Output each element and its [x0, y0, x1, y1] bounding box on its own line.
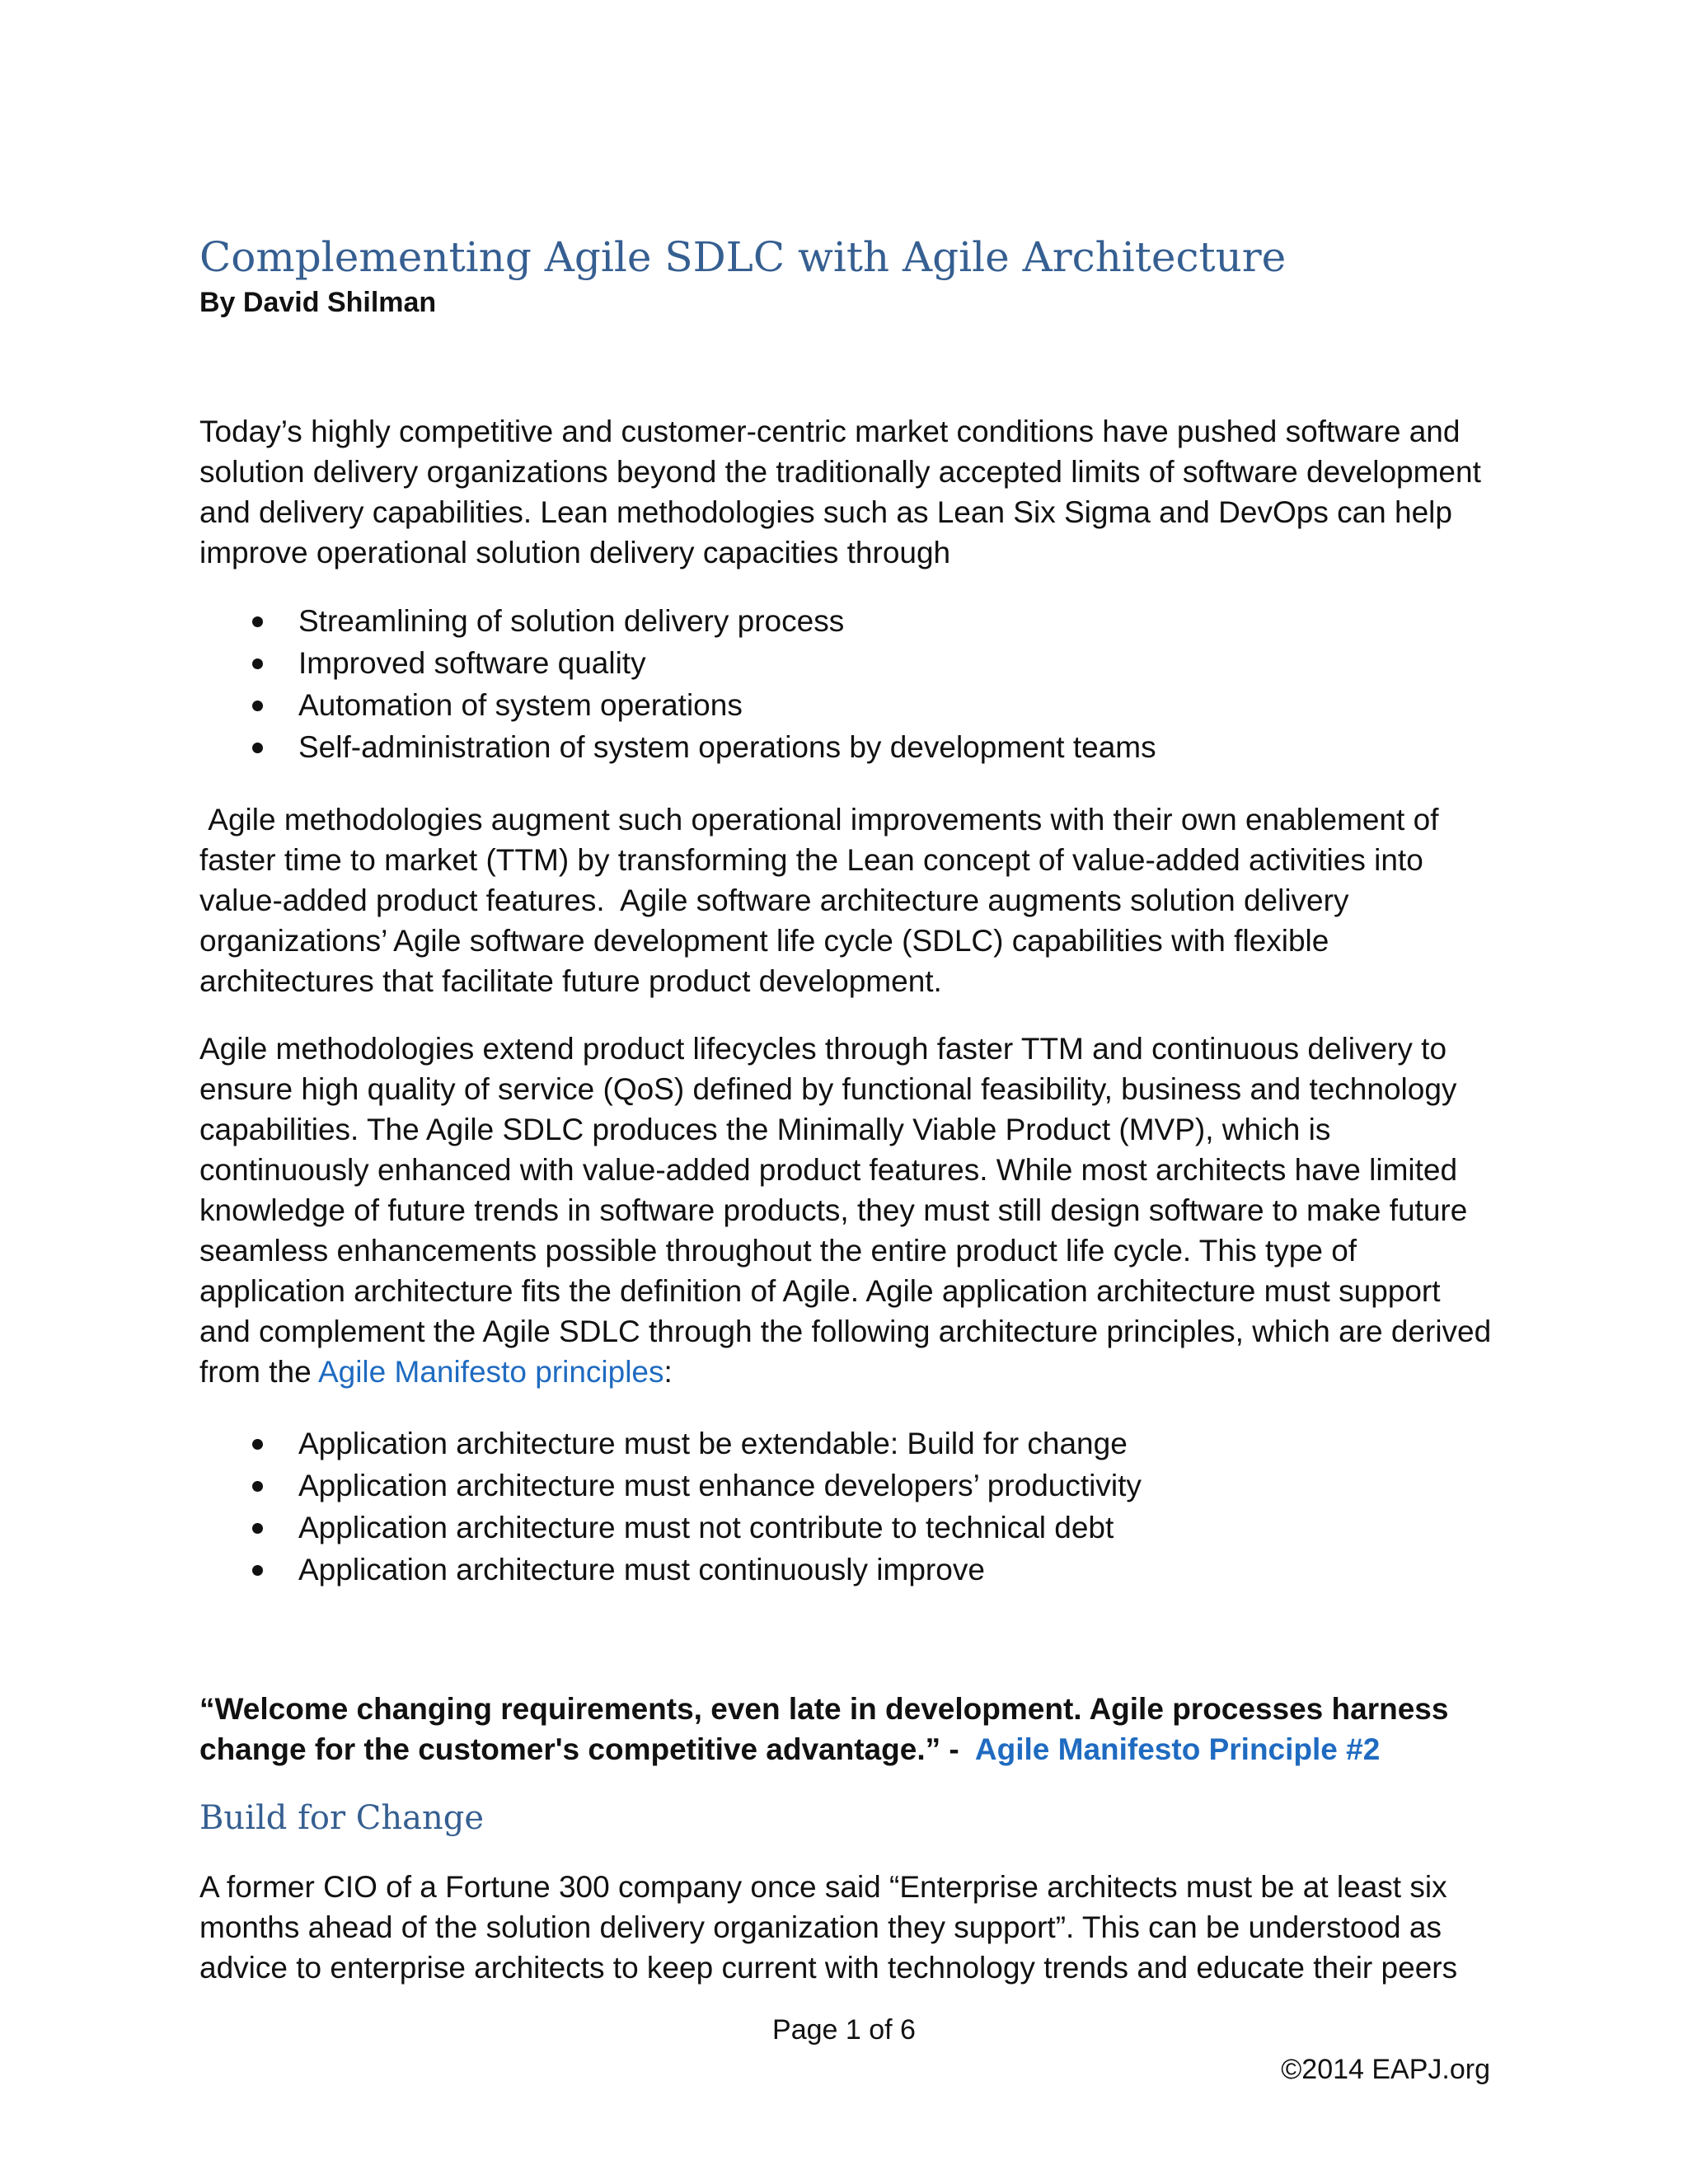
list-item: Application architecture must be extendable: Build for change [199, 1422, 1485, 1465]
agile-manifesto-principles-link[interactable]: Agile Manifesto principles [317, 1355, 664, 1389]
quote-text: “Welcome changing requirements, even late in development. Agile processes harness change for the customer's competitive advantage.” - [199, 1692, 1457, 1766]
build-for-change-paragraph [199, 1867, 1493, 1988]
list-item: Application architecture must continuously improve [199, 1549, 1485, 1591]
author-byline: By David Shilman [199, 287, 437, 318]
list-item: Application architecture must enhance developers’ productivity [199, 1465, 1485, 1507]
agile-lifecycle-paragraph [199, 1029, 1493, 1392]
list-item: Self-administration of system operations by development teams [199, 726, 1485, 768]
intro-paragraph [199, 411, 1493, 573]
list-item: Improved software quality [199, 642, 1485, 684]
list-item: Application architecture must not contribute to technical debt [199, 1507, 1485, 1549]
document-title: Complementing Agile SDLC with Agile Architecture [199, 233, 1287, 281]
list-item: Automation of system operations [199, 684, 1485, 726]
agile-methodologies-text: Agile methodologies augment such operational improvements with their own enablement of faster time to market (TTM) by transforming the Lean concept of value-added activities into value-added product features. Agile software architecture augments solution delivery organizations’ Agile software development life cycle (SDLC) capabilities with flexible architectures that facilitate future product development. [199, 803, 1447, 998]
bullet-icon [252, 1439, 263, 1450]
section-heading-build-for-change: Build for Change [199, 1799, 485, 1837]
bullet-icon [252, 616, 263, 627]
bullet-icon [252, 743, 263, 753]
architecture-principles-list [199, 1422, 1485, 1591]
intro-bullet-list [199, 600, 1485, 768]
bullet-icon [252, 1565, 263, 1576]
copyright-notice: ©2014 EAPJ.org [1281, 2054, 1490, 2085]
manifesto-quote [199, 1689, 1502, 1769]
bullet-icon [252, 1481, 263, 1492]
agile-lifecycle-text: Agile methodologies extend product lifecycles through faster TTM and continuous delivery to ensure high quality of service (QoS) defined by functional feasibility, business and technology capabilities. The Agile SDLC produces the Minimally Viable Product (MVP), which is continuously enhanced with value-added product features. While most architects have limited knowledge of future trends in software products, they must still design software to make future seamless enhancements possible throughout the entire product life cycle. This type of application architecture fits the definition of Agile. Agile application architecture must support and complement the Agile SDLC through the following architecture principles, which are derived from the Agile Manifesto principles: [199, 1032, 1492, 1389]
manifesto-principle-2-link[interactable]: Agile Manifesto Principle #2 [974, 1732, 1381, 1766]
page-number: Page 1 of 6 [772, 2014, 916, 2046]
bullet-icon [252, 701, 263, 711]
intro-paragraph-text: Today’s highly competitive and customer-centric market conditions have pushed software and solution delivery organizations beyond the traditionally accepted limits of software development and delivery capabilities. Lean methodologies such as Lean Six Sigma and DevOps can help improve operational solution delivery capacities through [199, 415, 1481, 569]
agile-methodologies-paragraph [199, 799, 1493, 1001]
bullet-icon [252, 1523, 263, 1534]
build-for-change-text: A former CIO of a Fortune 300 company once said “Enterprise architects must be at least six months ahead of the solution delivery organization they support”. This can be understood as advice to enterprise architects to keep current with technology trends and educate their peers [199, 1870, 1458, 1985]
list-item: Streamlining of solution delivery process [199, 600, 1485, 642]
bullet-icon [252, 658, 263, 669]
